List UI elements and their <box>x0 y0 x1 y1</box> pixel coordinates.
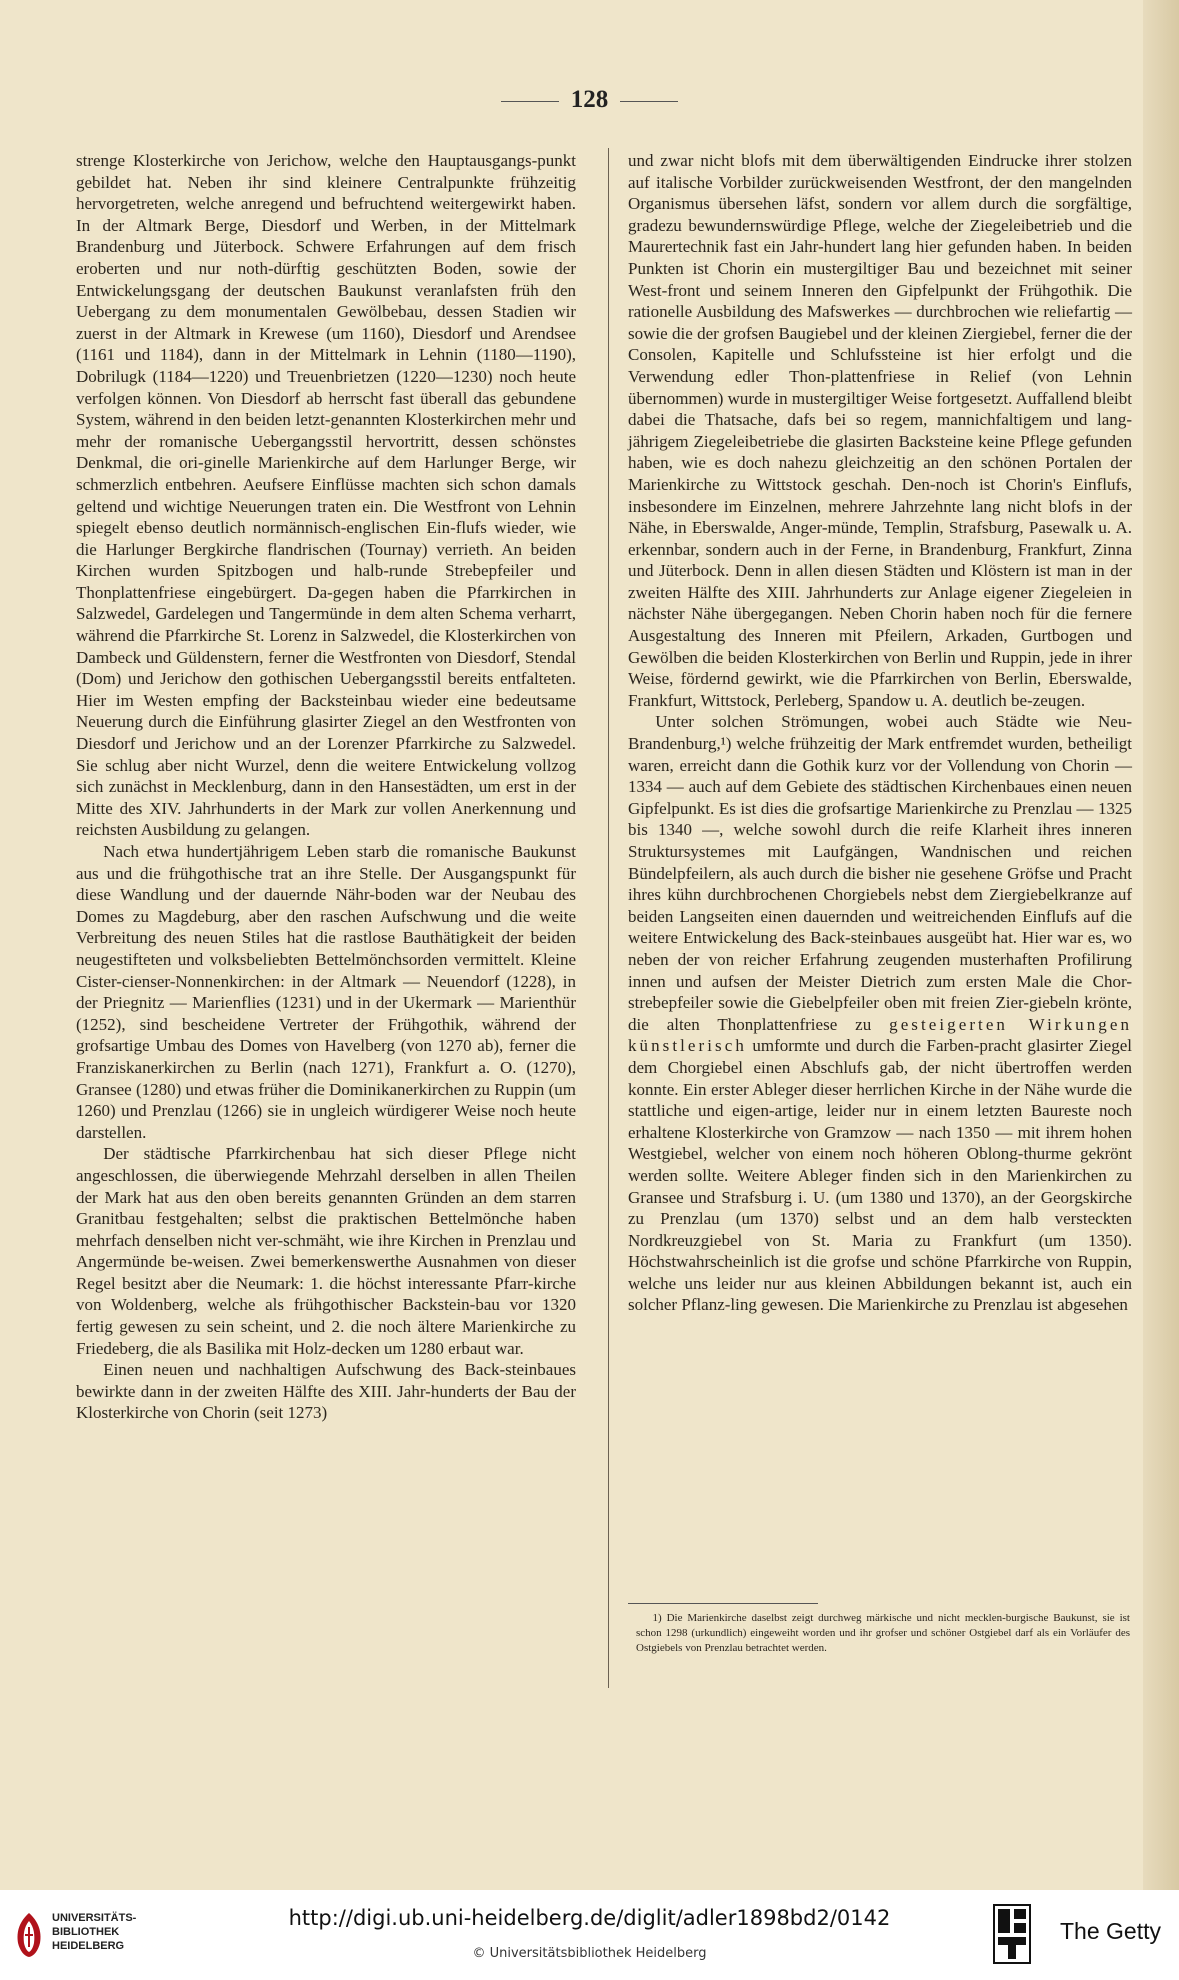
paragraph: und zwar nicht blofs mit dem überwältigenden Eindrucke ihrer stolzen auf italische Vorbilder zurückweisenden Westfront, der den mangelnden Organismus übersehen läfst, sondern vor allem durch die sorgfältige, gradezu bewundernswürdige Pflege, welche der Ziegeleibetrieb und die Maurertechnik fast ein Jahr-hundert lang hier gefunden haben. In beiden Punkten ist Chorin ein mustergiltiger Bau und bezeichnet mit seiner West-front und seinem Inneren den Gipfelpunkt der Frühgothik. Die rationelle Ausbildung des Mafswerkes — durchbrochen wie reliefartig — sowie die der grofsen Baugiebel und der kleinen Ziergiebel, ferner die der Consolen, Kapitelle und Schlufssteine ist hier erfolgt und die Verwendung edler Thon-plattenfriese in Relief (von Lehnin übernommen) wurde in mustergiltiger Weise fortgesetzt. Auffallend bleibt dabei die Thatsache, dafs bei so regem, mannichfaltigem und lang-jährigem Ziegeleibetriebe die glasirten Backsteine keine Pflege gefunden haben, wie es doch nahezu gleichzeitig an den schönen Portalen der Marienkirche zu Wittstock geschah. Den-noch ist Chorin's Einflufs, insbesondere im Einzelnen, mehrere Jahrzehnte lang nicht blofs in der Nähe, in Eberswalde, Anger-münde, Templin, Strafsburg, Pasewalk u. A. erkennbar, sondern auch in der Ferne, in Brandenburg, Frankfurt, Zinna und Jüterbock. Denn in allen diesen Städten und Klöstern ist man in der zweiten Hälfte des XIII. Jahrhunderts zur Anlage eigener Ziegeleien in nächster Nähe übergegangen. Neben Chorin haben noch für die fernere Ausgestaltung des Inneren mit Pfeilern, Arkaden, Gurtbogen und Gewölben die beiden Klosterkirchen von Berlin und Ruppin, jede in ihrer Weise, fördernd gewirkt, wie die Pfarrkirchen von Berlin, Eberswalde, Frankfurt, Wittstock, Perleberg, Spandow u. A. deutlich be-zeugen. <box>628 151 1132 710</box>
paragraph: Der städtische Pfarrkirchenbau hat sich dieser Pflege nicht angeschlossen, die überwiegende Mehrzahl derselben in allen Theilen der Mark hat aus den oben bereits genannten Gründen an dem starren Granitbau festgehalten; selbst die praktischen Bettelmönche haben mehrfach denselben nicht ver-schmäht, wie ihre Kirchen in Prenzlau und Angermünde be-weisen. Zwei bemerkenswerthe Ausnahmen von dieser Regel besitzt aber die Neumark: 1. die höchst interessante Pfarr-kirche von Woldenberg, welche als frühgothischer Backstein-bau vor 1320 fertig gewesen zu sein scheint, und 2. die noch ältere Marienkirche zu Friedeberg, die als Basilika mit Holz-decken um 1280 erbaut war. <box>76 1144 576 1358</box>
page-number: 128 <box>0 86 1179 114</box>
getty-logo-icon <box>993 1904 1031 1964</box>
right-column <box>628 150 1132 1316</box>
footnote <box>636 1611 1130 1656</box>
page-edge <box>1143 0 1179 1890</box>
library-name: UNIVERSITÄTS- BIBLIOTHEK HEIDELBERG <box>52 1912 137 1952</box>
paragraph: Einen neuen und nachhaltigen Aufschwung des Back-steinbaues bewirkte dann in der zweiten Hälfte des XIII. Jahr-hunderts der Bau der Klosterkirche von Chorin (seit 1273) <box>76 1360 576 1423</box>
copyright-notice: © Universitätsbibliothek Heidelberg <box>472 1946 707 1961</box>
paragraph: Nach etwa hundertjährigem Leben starb die romanische Baukunst aus und die frühgothische trat an ihre Stelle. Der Ausgangspunkt für diese Wandlung und der dauernde Nähr-boden war der Neubau des Domes zu Magdeburg, aber den raschen Aufschwung und die weite Verbreitung des neuen Stiles hat die rastlose Bauthätigkeit der beiden neugestifteten und volksbeliebten Bettelmönchsorden vermittelt. Kleine Cister-cienser-Nonnenkirchen: in der Altmark — Neuendorf (1228), in der Priegnitz — Marienflies (1231) und in der Ukermark — Marienthür (1252), sind bescheidene Vertreter der Frühgothik, während der grofsartige Umbau des Domes von Havelberg (von 1270 ab), ferner die Franziskanerkirchen zu Berlin (nach 1271), Frankfurt a. O. (1270), Gransee (1280) und etwas früher die Dominikanerkirchen zu Ruppin (um 1260) und Prenzlau (1266) sie in ungleich würdigerer Weise noch heute darstellen. <box>76 842 576 1142</box>
getty-name: The Getty <box>1060 1918 1161 1944</box>
paragraph: strenge Klosterkirche von Jerichow, welche den Hauptausgangs-punkt gebildet hat. Neben ihr sind kleinere Centralpunkte frühzeitig hervorgetreten, welche anregend und befruchtend weitergewirkt haben. In der Altmark Berge, Diesdorf und Werben, in der Mittelmark Brandenburg und Jüterbock. Schwere Erfahrungen auf dem frisch eroberten und nur noth-dürftig geschützten Boden, sowie der Entwickelungsgang der deutschen Baukunst veranlafsten früh den Uebergang zu dem monumentalen Gewölbebau, dessen Stadien wir zuerst in der Altmark in Krewese (um 1160), Diesdorf und Arendsee (1161 und 1184), dann in der Mittelmark in Lehnin (1180—1190), Dobrilugk (1184—1220) und Treuenbrietzen (1220—1230) noch heute verfolgen können. Von Diesdorf ab herrscht fast überall das gebundene System, während in den beiden letzt-genannten Klosterkirchen mehr und mehr der romanische Uebergangsstil hervortritt, dessen schönstes Denkmal, die ori-ginelle Marienkirche auf dem Harlunger Berge, wir schmerzlich entbehren. Aeufsere Einflüsse machten sich schon damals geltend und wichtige Neuerungen traten ein. Die Westfront von Lehnin spiegelt ebenso deutlich normännisch-englischen Ein-flufs wieder, wie die Harlunger Bergkirche flandrischen (Tournay) verrieth. An beiden Kirchen wurden Spitzbogen und halb-runde Strebepfeiler und Thonplattenfriese eingebürgert. Da-gegen haben die Pfarrkirchen in Salzwedel, Gardelegen und Tangermünde in dem alten Schema verharrt, während die Pfarrkirche St. Lorenz in Salzwedel, die Klosterkirchen von Dambeck und Güldenstern, ferner die Westfronten von Diesdorf, Stendal (Dom) und Jerichow den gothischen Uebergangsstil bereits entfalteten. Hier im Westen empfing der Backsteinbau wieder eine bedeutsame Neuerung durch die Einführung glasirter Ziegel an den Westfronten von Diesdorf und Jerichow und an der Lorenzer Pfarrkirche zu Salzwedel. Sie schlug aber nicht Wurzel, denn die weitere Entwickelung vollzog sich zunächst in Mecklenburg, dann in den Hansestädten, um erst in der Mitte des XIV. Jahrhunderts in der Mark zur vollen Anerkennung und reichsten Ausbildung zu gelangen. <box>76 151 576 840</box>
column-divider <box>608 148 609 1688</box>
left-column <box>76 150 576 1424</box>
paragraph-text: umformte und durch die Farben-pracht glasirter Ziegel dem Chorgiebel einen Abschlufs gab, der nicht übertroffen werden konnte. Ein erster Ableger dieser herrlichen Kirche in der Nähe wurde die stattliche und eigen-artige, leider nur in einem letzten Baureste noch erhaltene Klosterkirche von Gramzow — nach 1350 — mit ihrem hohen Westgiebel, welcher von einem noch höheren Oblong-thurme gekrönt werden sollte. Weitere Ableger finden sich in den Marienkirchen zu Gransee und Strafsburg i. U. (um 1380 und 1370), an der Georgskirche zu Prenzlau (um 1370) selbst und an dem halb versteckten Nordkreuzgiebel von St. Maria zu Frankfurt (um 1350). Höchstwahrscheinlich ist die grofse und schöne Pfarrkirche von Ruppin, welche uns leider nur aus kleinen Abbildungen bekannt ist, auch ein solcher Pflanz-ling gewesen. Die Marienkirche zu Prenzlau ist abgesehen <box>628 1036 1133 1315</box>
permalink-url[interactable]: http://digi.ub.uni-heidelberg.de/diglit/adler1898bd2/0142 <box>288 1906 891 1930</box>
spaced-emphasis: gesteigerten Wirkungen künstlerisch <box>628 1014 1132 1056</box>
footnote-rule <box>628 1603 818 1604</box>
paragraph <box>628 711 1132 1316</box>
paragraph-text: Unter solchen Strömungen, wobei auch Städte wie Neu-Brandenburg,¹) welche frühzeitig der Mark entfremdet wurden, betheiligt waren, erreicht dann die Gothik kurz vor der Vollendung von Chorin — 1334 — auch auf dem Gebiete des städtischen Kirchenbaues einen neuen Gipfelpunkt. Es ist dies die grofsartige Marienkirche zu Prenzlau — 1325 bis 1340 —, welche sowohl durch die reife Klarheit ihres inneren Struktursystemes mit Laufgängen, Wandnischen und reichen Bündelpfeilern, als auch durch die bisher nie gesehene Gröfse und Pracht ihres kühn durchbrochenen Chorgiebels nebst dem Ziergiebelkranze auf beiden Langseiten einen dauernden und weitreichenden Einflufs auf die weitere Entwickelung des Back-steinbaues ausgeübt hat. Hier war es, wo neben der von reicher Erfahrung zeugenden musterhaften Profilirung innen und aufsen der Meister Dietrich zum ersten Male die Chor-strebepfeiler sowie die Giebelpfeiler oben mit freien Zier-giebeln krönte, die alten Thonplattenfriese zu <box>628 712 1132 1034</box>
footnote-text: 1) Die Marienkirche daselbst zeigt durchweg märkische und nicht mecklen-burgische Baukunst, sie ist schon 1298 (urkundlich) eingeweiht worden und ihr grofser und schöner Ostgiebel darf als ein Vorläufer des Ostgiebels von Prenzlau betrachtet werden. <box>636 1612 1130 1654</box>
